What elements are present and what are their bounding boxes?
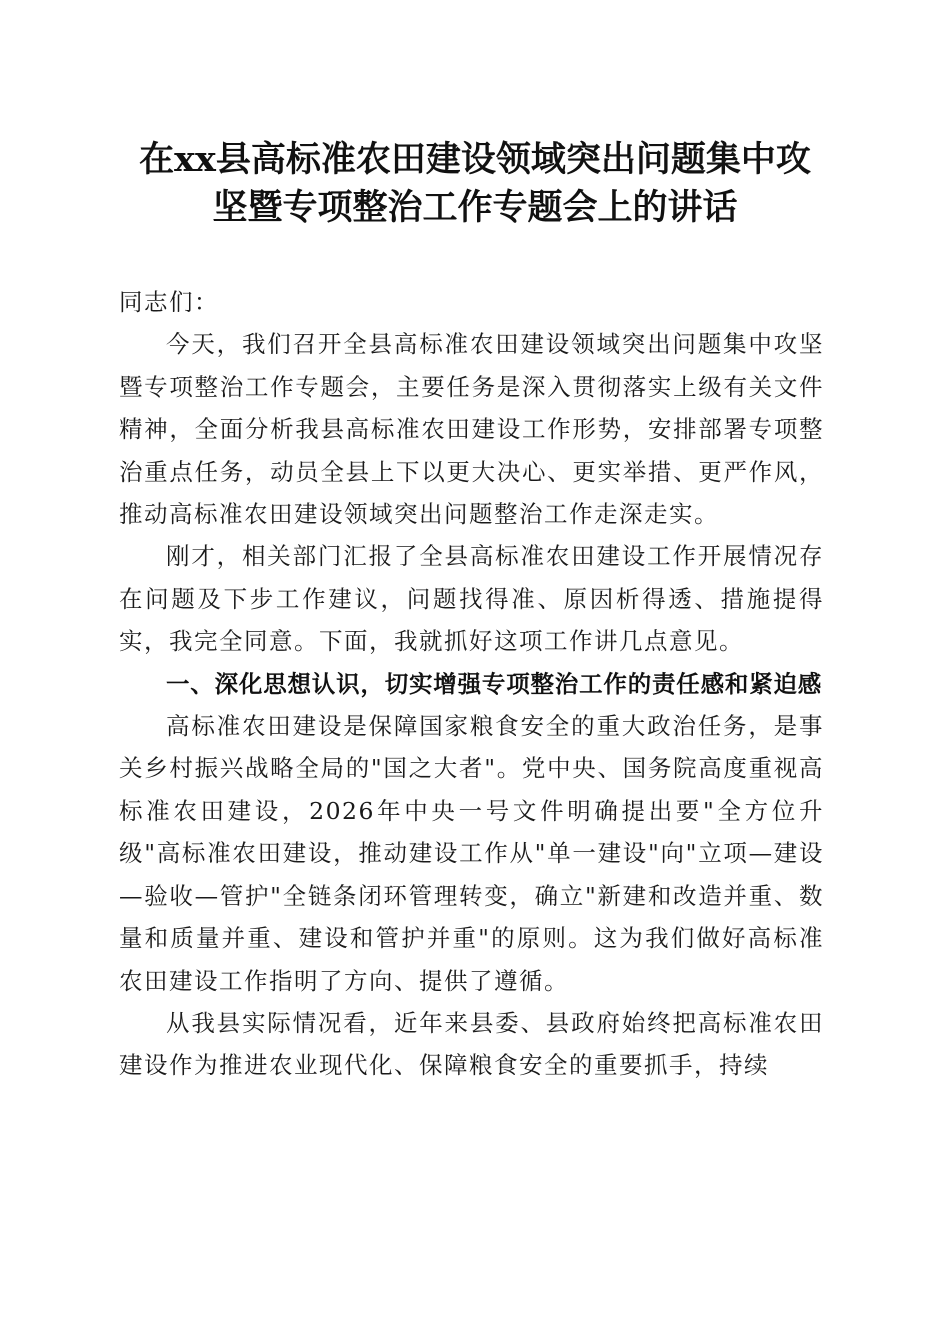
salutation: 同志们： <box>119 288 219 316</box>
document-title <box>100 136 850 232</box>
section-1-heading: 一、深化思想认识，切实增强专项整治工作的责任感和紧迫感 <box>166 669 823 698</box>
document-body <box>119 281 824 1087</box>
title-line-1: 在xx县高标准农田建设领域突出问题集中攻 <box>139 139 811 180</box>
section-1-paragraph-2: 从我县实际情况看，近年来县委、县政府始终把高标准农田建设作为推进农业现代化、保障粮食安全的重要抓手，持续 <box>119 1008 824 1080</box>
section-1-paragraph-1: 高标准农田建设是保障国家粮食安全的重大政治任务，是事关乡村振兴战略全局的"国之大者"。党中央、国务院高度重视高标准农田建设，2026年中央一号文件明确提出要"全方位升级"高标准农田建设，推动建设工作从"单一建设"向"立项—建设—验收—管护"全链条闭环管理转变，确立"新建和改造并重、数量和质量并重、建设和管护并重"的原则。这为我们做好高标准农田建设工作指明了方向、提供了遵循。 <box>119 712 824 995</box>
intro-paragraph-1: 今天，我们召开全县高标准农田建设领域突出问题集中攻坚暨专项整治工作专题会，主要任务是深入贯彻落实上级有关文件精神，全面分析我县高标准农田建设工作形势，安排部署专项整治重点任务，动员全县上下以更大决心、更实举措、更严作风，推动高标准农田建设领域突出问题整治工作走深走实。 <box>119 330 824 529</box>
title-line-2: 坚暨专项整治工作专题会上的讲话 <box>212 187 738 228</box>
intro-paragraph-2: 刚才，相关部门汇报了全县高标准农田建设工作开展情况存在问题及下步工作建议，问题找得准、原因析得透、措施提得实，我完全同意。下面，我就抓好这项工作讲几点意见。 <box>119 542 824 656</box>
